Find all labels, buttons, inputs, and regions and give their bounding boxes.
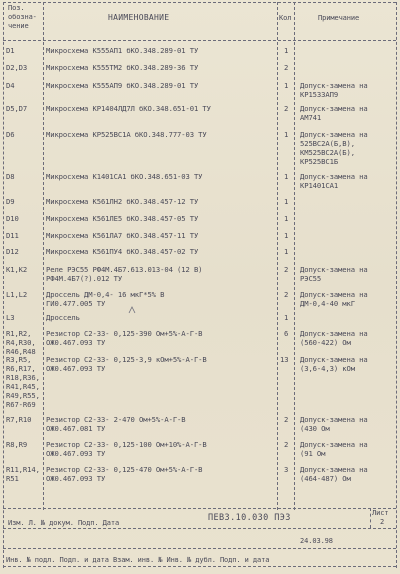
stamp-bottom-border <box>3 566 396 567</box>
row-designator: K1,K2 <box>6 265 28 274</box>
row-name: Микросхема К561ПУ4 бКО.348.457-02 ТУ <box>46 247 199 256</box>
header-pos-line-3: чение <box>8 22 29 30</box>
row-name: Микросхема К1401СА1 бКО.348.651-03 ТУ <box>46 172 203 181</box>
row-quantity: 2 <box>284 415 289 424</box>
row-designator: R3,R5, <box>6 355 32 364</box>
row-quantity: 1 <box>284 172 289 181</box>
row-designator: D5,D7 <box>6 104 28 113</box>
col-divider-pos <box>43 2 44 510</box>
row-note: ДМ-0,4-40 мкГ <box>300 299 355 308</box>
row-note: КР525ВС1Б <box>300 157 339 166</box>
row-quantity: 1 <box>284 130 289 139</box>
stamp-middle-border <box>3 528 396 529</box>
row-name: Микросхема К561ЛЕ5 бКО.348.457-05 ТУ <box>46 214 199 223</box>
row-name: РФ4М.4Б7(?).012 ТУ <box>46 274 123 283</box>
border-right <box>396 2 397 568</box>
row-designator: L1,L2 <box>6 290 28 299</box>
stamp-sheet-label: Лист <box>372 509 389 517</box>
row-name: Дроссель ДМ-0,4- 16 мкГ*5% В <box>46 290 165 299</box>
header-pos-line-2: обозна- <box>8 13 37 21</box>
row-designator: R51 <box>6 474 19 483</box>
row-note: Допуск-замена на <box>300 290 368 299</box>
row-note: Допуск-замена на <box>300 104 368 113</box>
row-note: Допуск-замена на <box>300 172 368 181</box>
header-qty: Кол <box>279 14 292 22</box>
stamp-sheet-divider <box>370 508 371 528</box>
header-name: НАИМЕНОВАНИЕ <box>108 13 170 22</box>
row-note: КР1533АП9 <box>300 90 339 99</box>
row-designator: D8 <box>6 172 15 181</box>
row-note: (91 Ом <box>300 449 326 458</box>
row-quantity: 2 <box>284 440 289 449</box>
row-name: ОЖ0.467.093 ТУ <box>46 474 106 483</box>
row-designator: R8,R9 <box>6 440 28 449</box>
row-name: ОЖ0.467.093 ТУ <box>46 449 106 458</box>
stamp-sheet-number: 2 <box>380 518 385 526</box>
row-quantity: 1 <box>284 247 289 256</box>
col-divider-qty <box>294 2 295 510</box>
row-quantity: 1 <box>284 197 289 206</box>
row-note: Допуск-замена на <box>300 329 368 338</box>
row-quantity: 13 <box>280 355 289 364</box>
row-name: ОЖ0.467.093 ТУ <box>46 338 106 347</box>
row-designator: D4 <box>6 81 15 90</box>
row-quantity: 1 <box>284 214 289 223</box>
row-designator: D1 <box>6 46 15 55</box>
row-quantity: 1 <box>284 313 289 322</box>
row-note: (464-487) Ом <box>300 474 351 483</box>
stamp-document-code: ПЕВЗ.10.030 ПЭЗ <box>208 513 291 523</box>
row-designator: D12 <box>6 247 19 256</box>
stamp-top-border <box>3 508 396 509</box>
row-note: Допуск-замена на <box>300 265 368 274</box>
row-name: Микросхема К561ЛН2 бКО.348.457-12 ТУ <box>46 197 199 206</box>
stamp-footer-labels: Инв. № подл. Подп. и дата Взам. инв. № Инв. № дубл. Подп. и дата <box>6 556 270 564</box>
row-quantity: 3 <box>284 465 289 474</box>
header-pos-line-1: Поз. <box>8 4 25 12</box>
row-quantity: 2 <box>284 63 289 72</box>
row-note: КМ525ВС2А(Б), <box>300 148 355 157</box>
row-note: Допуск-замена на <box>300 355 368 364</box>
row-note: Допуск-замена на <box>300 81 368 90</box>
row-name: Микросхема КР1404ЛД7Л бКО.348.651-01 ТУ <box>46 104 211 113</box>
row-designator: R67-R69 <box>6 400 36 409</box>
row-quantity: 2 <box>284 290 289 299</box>
row-name: Резистор С2-33- 2-470 Ом+5%-А-Г-В <box>46 415 186 424</box>
row-name: Микросхема К555АП9 бКО.348.289-01 ТУ <box>46 81 199 90</box>
handwritten-mark-icon <box>128 306 136 314</box>
row-quantity: 1 <box>284 46 289 55</box>
row-name: Микросхема К555ТМ2 бКО.348.289-36 ТУ <box>46 63 199 72</box>
row-name: Резистор С2-33- 0,125-390 Ом+5%-А-Г-В <box>46 329 203 338</box>
row-designator: R4,R30, <box>6 338 36 347</box>
row-designator: L3 <box>6 313 15 322</box>
stamp-row-border <box>3 548 396 549</box>
row-designator: D11 <box>6 231 19 240</box>
row-note: Допуск-замена на <box>300 415 368 424</box>
border-top <box>3 2 396 3</box>
row-designator: D6 <box>6 130 15 139</box>
row-designator: R1,R2, <box>6 329 32 338</box>
row-note: РЭС55 <box>300 274 322 283</box>
row-note: Допуск-замена на <box>300 465 368 474</box>
row-quantity: 2 <box>284 104 289 113</box>
row-name: Резистор С2-33- 0,125-3,9 кОм+5%-А-Г-В <box>46 355 207 364</box>
col-divider-name <box>277 2 278 510</box>
row-designator: D9 <box>6 197 15 206</box>
border-left <box>3 2 4 568</box>
row-designator: D2,D3 <box>6 63 28 72</box>
row-designator: R41,R45, <box>6 382 40 391</box>
row-note: Допуск-замена на <box>300 440 368 449</box>
header-separator <box>3 40 396 41</box>
row-name: Микросхема К561ЛА7 бКО.348.457-11 ТУ <box>46 231 199 240</box>
stamp-revision-labels: Изм. Л. № докум. Подп. Дата <box>8 519 120 527</box>
row-designator: R11,R14, <box>6 465 40 474</box>
row-quantity: 6 <box>284 329 289 338</box>
row-quantity: 1 <box>284 231 289 240</box>
stamp-date: 24.03.98 <box>300 537 333 545</box>
row-name: Резистор С2-33- 0,125-100 Ом+10%-А-Г-В <box>46 440 207 449</box>
row-name: ОЖ0.467.093 ТУ <box>46 364 106 373</box>
row-note: 525ВС2А(Б,В), <box>300 139 355 148</box>
row-note: АМ741 <box>300 113 322 122</box>
row-designator: R49,R55, <box>6 391 40 400</box>
row-designator: R7,R10 <box>6 415 32 424</box>
row-name: Резистор С2-33- 0,125-470 Ом+5%-А-Г-В <box>46 465 203 474</box>
row-name: Микросхема К555АП1 бКО.348.289-01 ТУ <box>46 46 199 55</box>
row-note: (3,6-4,3) кОм <box>300 364 355 373</box>
row-quantity: 1 <box>284 81 289 90</box>
row-designator: R18,R36, <box>6 373 40 382</box>
header-note: Примечание <box>318 14 360 22</box>
row-designator: D10 <box>6 214 19 223</box>
row-name: Реле РЭС55 РФ4М.4Б7.613.013-04 (12 В) <box>46 265 203 274</box>
row-designator: R6,R17, <box>6 364 36 373</box>
row-note: КР1401СА1 <box>300 181 339 190</box>
row-quantity: 2 <box>284 265 289 274</box>
row-note: Допуск-замена на <box>300 130 368 139</box>
row-designator: R46,R48 <box>6 347 36 356</box>
row-note: (560-422) Ом <box>300 338 351 347</box>
row-note: (430 Ом <box>300 424 330 433</box>
row-name: Дроссель <box>46 313 80 322</box>
row-name: Микросхема КР525ВС1А бКО.348.777-03 ТУ <box>46 130 207 139</box>
row-name: ГИ0.477.005 ТУ <box>46 299 106 308</box>
row-name: ОЖ0.467.081 ТУ <box>46 424 106 433</box>
